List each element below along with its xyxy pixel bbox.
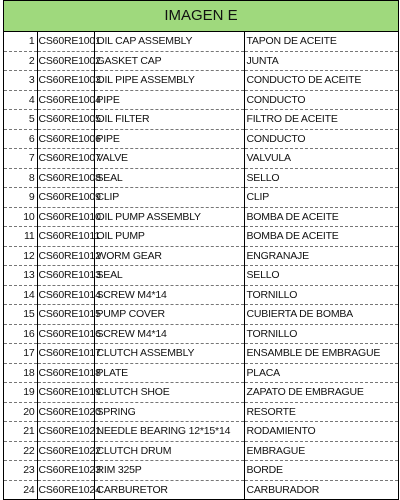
part-code-cell[interactable]: CS60RE1003 bbox=[37, 71, 94, 91]
part-code-cell[interactable]: CS60RE1002 bbox=[37, 51, 94, 71]
spanish-name-cell[interactable]: BOMBA DE ACEITE bbox=[244, 207, 398, 227]
row-number-cell[interactable]: 21 bbox=[4, 422, 37, 442]
part-code-cell[interactable]: CS60RE1017 bbox=[37, 344, 94, 364]
row-number-cell[interactable]: 20 bbox=[4, 402, 37, 422]
english-name-cell[interactable]: CARBURETOR bbox=[94, 480, 244, 499]
row-number-cell[interactable]: 2 bbox=[4, 51, 37, 71]
english-name-cell[interactable]: PIPE bbox=[94, 90, 244, 110]
row-number-cell[interactable]: 10 bbox=[4, 207, 37, 227]
row-number-cell[interactable]: 16 bbox=[4, 324, 37, 344]
english-name-cell[interactable]: OIL PUMP bbox=[94, 227, 244, 247]
row-number-cell[interactable]: 19 bbox=[4, 383, 37, 403]
part-code-cell[interactable]: CS60RE1014 bbox=[37, 285, 94, 305]
part-code-cell[interactable]: CS60RE1023 bbox=[37, 461, 94, 481]
row-number-cell[interactable]: 9 bbox=[4, 188, 37, 208]
spanish-name-cell[interactable]: SELLO bbox=[244, 168, 398, 188]
english-name-cell[interactable]: SEAL bbox=[94, 266, 244, 286]
english-name-cell[interactable]: OIL PUMP ASSEMBLY bbox=[94, 207, 244, 227]
part-code-cell[interactable]: CS60RE1009 bbox=[37, 188, 94, 208]
table-row bbox=[4, 422, 398, 442]
table-row bbox=[4, 402, 398, 422]
row-number-cell[interactable]: 13 bbox=[4, 266, 37, 286]
part-code-cell[interactable]: CS60RE1011 bbox=[37, 227, 94, 247]
table-row bbox=[4, 383, 398, 403]
row-number-cell[interactable]: 17 bbox=[4, 344, 37, 364]
english-name-cell[interactable]: CLUTCH DRUM bbox=[94, 441, 244, 461]
table-row bbox=[4, 168, 398, 188]
part-code-cell[interactable]: CS60RE1016 bbox=[37, 324, 94, 344]
spanish-name-cell[interactable]: CARBURADOR bbox=[246, 483, 320, 496]
spanish-name-cell[interactable]: TORNILLO bbox=[244, 324, 398, 344]
part-code-cell[interactable]: CS60RE1004 bbox=[37, 90, 94, 110]
row-number-cell[interactable]: 22 bbox=[4, 441, 37, 461]
spanish-name-cell[interactable]: BOMBA DE ACEITE bbox=[244, 227, 398, 247]
table-row bbox=[4, 461, 398, 481]
row-number-cell[interactable]: 3 bbox=[4, 71, 37, 91]
table-row bbox=[4, 110, 398, 130]
table-row bbox=[4, 480, 398, 499]
english-name-cell[interactable]: OIL FILTER bbox=[94, 110, 244, 130]
spanish-name-cell[interactable]: CONDUCTO bbox=[244, 129, 398, 149]
row-number-cell[interactable]: 6 bbox=[4, 129, 37, 149]
english-name-cell[interactable]: SPRING bbox=[94, 402, 244, 422]
table-row bbox=[4, 207, 398, 227]
english-name-cell[interactable]: NEEDLE BEARING 12*15*14 bbox=[94, 422, 244, 442]
part-code-cell[interactable]: CS60RE1010 bbox=[37, 207, 94, 227]
table-row bbox=[4, 51, 398, 71]
table-row bbox=[4, 441, 398, 461]
row-number-cell[interactable]: 23 bbox=[4, 461, 37, 481]
english-name-cell[interactable]: OIL PIPE ASSEMBLY bbox=[94, 71, 244, 91]
spanish-name-cell[interactable]: VALVULA bbox=[244, 149, 398, 169]
parts-table bbox=[4, 32, 398, 499]
table-row bbox=[4, 363, 398, 383]
english-name-cell[interactable]: RIM 325P bbox=[94, 461, 244, 481]
table-row bbox=[4, 305, 398, 325]
part-code-cell[interactable]: CS60RE1006 bbox=[37, 129, 94, 149]
row-number-cell[interactable]: 5 bbox=[4, 110, 37, 130]
sheet-title[interactable]: IMAGEN E bbox=[4, 0, 398, 32]
spanish-name-cell[interactable]: CONDUCTO bbox=[244, 90, 398, 110]
parts-table-body bbox=[4, 32, 398, 499]
row-number-cell[interactable]: 12 bbox=[4, 246, 37, 266]
english-name-cell[interactable]: SCREW M4*14 bbox=[94, 324, 244, 344]
part-code-cell[interactable]: CS60RE1012 bbox=[37, 246, 94, 266]
english-name-cell[interactable]: OIL CAP ASSEMBLY bbox=[94, 32, 244, 51]
english-name-cell[interactable]: CLUTCH ASSEMBLY bbox=[94, 344, 244, 364]
table-row bbox=[4, 285, 398, 305]
english-name-cell[interactable]: GASKET CAP bbox=[94, 51, 244, 71]
table-row bbox=[4, 32, 398, 51]
table-row bbox=[4, 90, 398, 110]
row-number-cell[interactable]: 18 bbox=[4, 363, 37, 383]
parts-sheet bbox=[3, 0, 399, 500]
spanish-name-cell[interactable]: JUNTA bbox=[244, 51, 398, 71]
english-name-cell[interactable]: CLIP bbox=[94, 188, 244, 208]
row-number-cell[interactable]: 4 bbox=[4, 90, 37, 110]
english-name-cell[interactable]: CLUTCH SHOE bbox=[94, 383, 244, 403]
table-row bbox=[4, 149, 398, 169]
spanish-name-cell[interactable]: ENGRANAJE bbox=[244, 246, 398, 266]
spanish-name-cell[interactable]: FILTRO DE ACEITE bbox=[244, 110, 398, 130]
spanish-name-cell[interactable]: CONDUCTO DE ACEITE bbox=[244, 71, 398, 91]
part-code-cell[interactable]: CS60RE1021 bbox=[37, 422, 94, 442]
part-code-cell[interactable]: CS60RE1022 bbox=[37, 441, 94, 461]
english-name-cell[interactable]: WORM GEAR bbox=[94, 246, 244, 266]
row-number-cell[interactable]: 24 bbox=[4, 480, 37, 499]
part-code-cell[interactable]: CS60RE1024 bbox=[37, 480, 94, 499]
row-number-cell[interactable]: 11 bbox=[4, 227, 37, 247]
part-code-cell[interactable]: CS60RE1008 bbox=[37, 168, 94, 188]
spanish-name-cell[interactable]: CUBIERTA DE BOMBA bbox=[244, 305, 398, 325]
spanish-name-cell[interactable]: PLACA bbox=[244, 363, 398, 383]
spanish-name-cell[interactable]: EMBRAGUE bbox=[244, 441, 398, 461]
part-code-cell[interactable]: CS60RE1007 bbox=[37, 149, 94, 169]
english-name-cell[interactable]: PIPE bbox=[94, 129, 244, 149]
part-code-cell[interactable]: CS60RE1001 bbox=[37, 32, 94, 51]
table-row bbox=[4, 266, 398, 286]
part-code-cell[interactable]: CS60RE1020 bbox=[37, 402, 94, 422]
spanish-name-cell[interactable]: RESORTE bbox=[244, 402, 398, 422]
spanish-name-cell[interactable]: TORNILLO bbox=[244, 285, 398, 305]
english-name-cell[interactable]: PUMP COVER bbox=[94, 305, 244, 325]
row-number-cell[interactable]: 15 bbox=[4, 305, 37, 325]
table-row bbox=[4, 71, 398, 91]
table-row bbox=[4, 324, 398, 344]
table-row bbox=[4, 188, 398, 208]
part-code-cell[interactable]: CS60RE1013 bbox=[37, 266, 94, 286]
part-code-cell[interactable]: CS60RE1019 bbox=[37, 383, 94, 403]
table-row bbox=[4, 344, 398, 364]
spanish-name-cell[interactable]: ENSAMBLE DE EMBRAGUE bbox=[244, 344, 398, 364]
table-row bbox=[4, 246, 398, 266]
spanish-name-cell[interactable]: RODAMIENTO bbox=[244, 422, 398, 442]
spanish-name-cell[interactable]: TAPON DE ACEITE bbox=[244, 32, 398, 51]
row-number-cell[interactable]: 8 bbox=[4, 168, 37, 188]
spanish-name-cell[interactable]: BORDE bbox=[244, 461, 398, 481]
table-row bbox=[4, 227, 398, 247]
row-number-cell[interactable]: 14 bbox=[4, 285, 37, 305]
english-name-cell[interactable]: SEAL bbox=[94, 168, 244, 188]
spanish-name-cell[interactable]: ZAPATO DE EMBRAGUE bbox=[244, 383, 398, 403]
table-row bbox=[4, 129, 398, 149]
spanish-name-cell[interactable]: SELLO bbox=[244, 266, 398, 286]
english-name-cell[interactable]: PLATE bbox=[94, 363, 244, 383]
english-name-cell[interactable]: SCREW M4*14 bbox=[94, 285, 244, 305]
part-code-cell[interactable]: CS60RE1005 bbox=[37, 110, 94, 130]
row-number-cell[interactable]: 7 bbox=[4, 149, 37, 169]
spanish-name-cell[interactable]: CLIP bbox=[244, 188, 398, 208]
part-code-cell[interactable]: CS60RE1018 bbox=[37, 363, 94, 383]
row-number-cell[interactable]: 1 bbox=[4, 32, 37, 51]
english-name-cell[interactable]: VALVE bbox=[94, 149, 244, 169]
part-code-cell[interactable]: CS60RE1015 bbox=[37, 305, 94, 325]
